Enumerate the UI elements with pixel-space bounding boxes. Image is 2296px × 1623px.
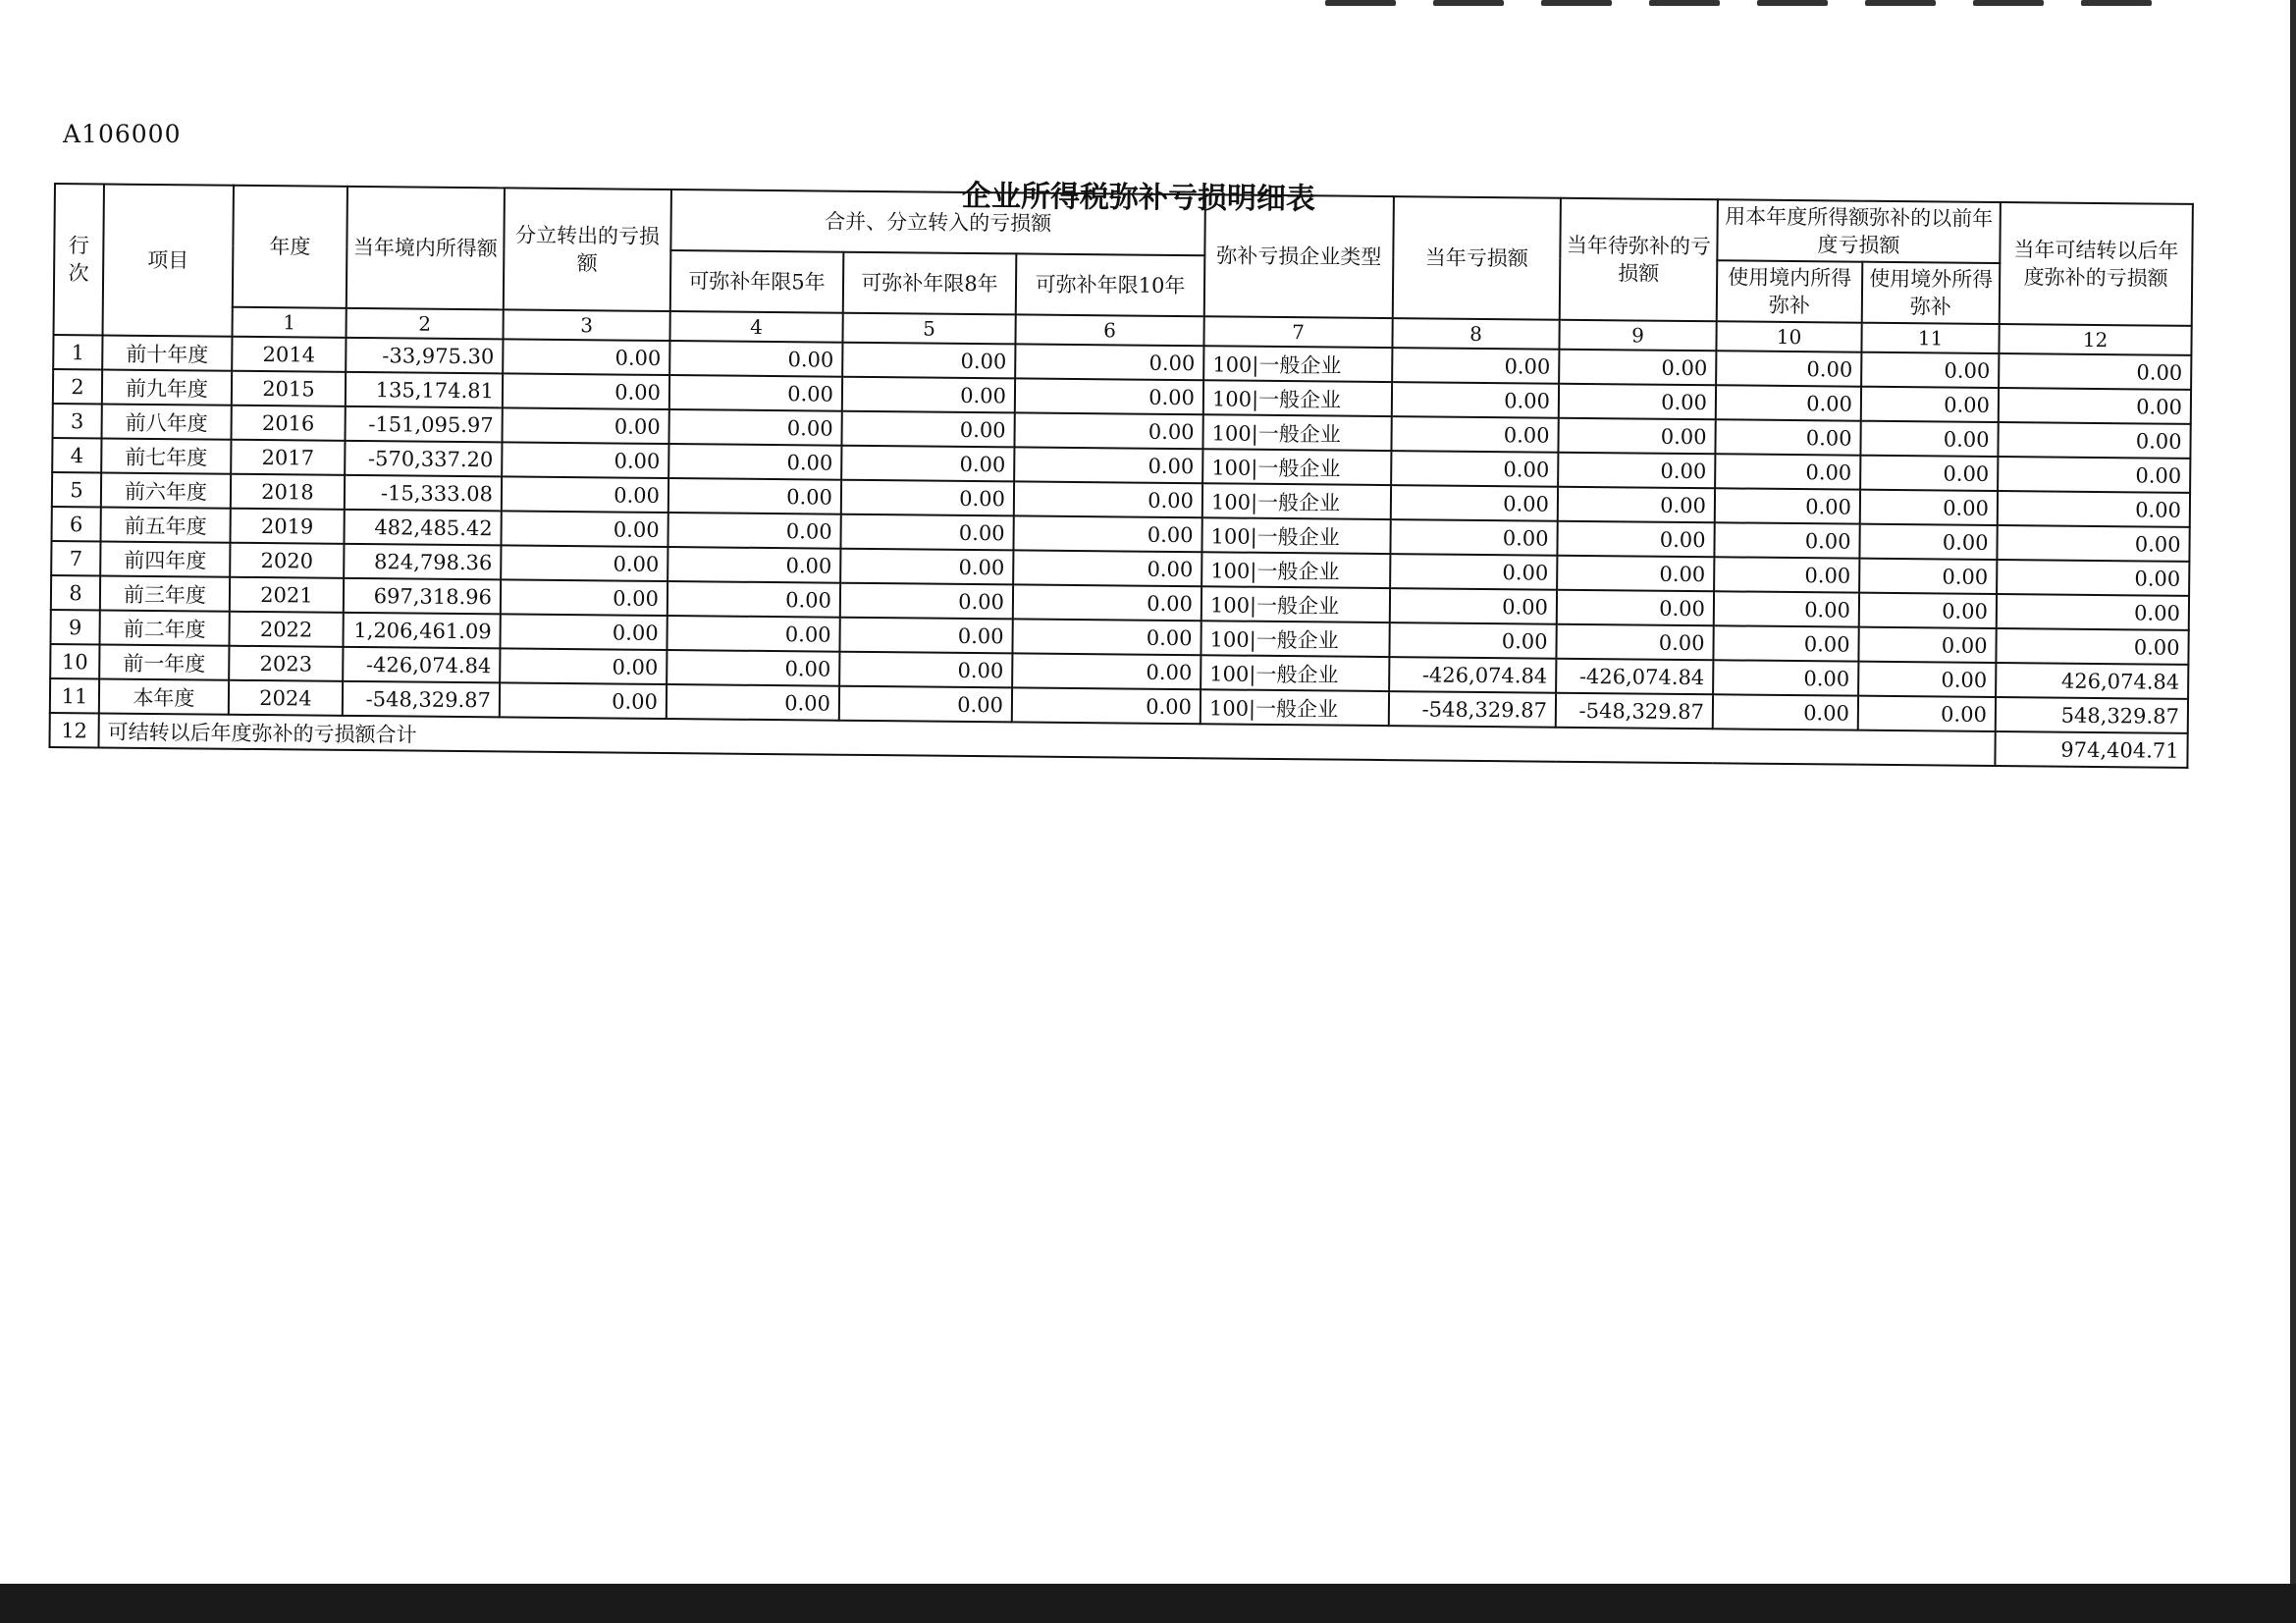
header-current-loss: 当年亏损额: [1393, 196, 1561, 320]
row-no: 8: [51, 575, 100, 610]
column-number: 7: [1203, 316, 1392, 348]
cell-enterprise-type: 100|一般企业: [1203, 380, 1392, 416]
column-number: 4: [669, 311, 842, 343]
loss-carryforward-table: [48, 183, 2193, 769]
row-year: 2015: [232, 371, 346, 406]
column-number: 6: [1015, 314, 1203, 346]
row-item: 前十年度: [102, 335, 232, 370]
cell-pending-loss: 0.00: [1557, 521, 1714, 558]
cell-split-out-loss: 0.00: [500, 648, 667, 684]
cell-split-out-loss: 0.00: [502, 476, 668, 513]
column-number: 3: [503, 309, 669, 341]
cell-carry-forward: 0.00: [1997, 594, 2189, 630]
row-item: 前八年度: [102, 404, 232, 439]
cell-used-foreign: 0.00: [1861, 387, 1999, 422]
row-year: 2018: [231, 474, 345, 510]
cell-limit-10: 0.00: [1012, 687, 1201, 724]
cell-split-out-loss: 0.00: [501, 579, 667, 616]
header-year: 年度: [233, 186, 347, 308]
cell-limit-5: 0.00: [669, 375, 842, 411]
cell-limit-10: 0.00: [1012, 619, 1201, 655]
cell-carry-forward: 0.00: [1999, 388, 2191, 424]
cell-domestic-income: 697,318.96: [344, 578, 501, 615]
row-no: 5: [52, 472, 101, 507]
cell-limit-5: 0.00: [668, 444, 841, 480]
cell-used-domestic: 0.00: [1716, 385, 1861, 420]
cell-domestic-income: -151,095.97: [345, 406, 502, 443]
row-item: 前六年度: [101, 472, 231, 508]
cell-enterprise-type: 100|一般企业: [1201, 621, 1389, 657]
header-item: 项目: [103, 184, 234, 336]
cell-used-foreign: 0.00: [1860, 456, 1998, 491]
cell-domestic-income: 824,798.36: [344, 544, 501, 580]
cell-current-loss: 0.00: [1390, 554, 1557, 590]
total-row-no: 12: [49, 713, 98, 747]
cell-used-foreign: 0.00: [1861, 352, 1999, 388]
cell-enterprise-type: 100|一般企业: [1202, 483, 1391, 519]
cell-limit-10: 0.00: [1015, 344, 1203, 380]
cell-domestic-income: -570,337.20: [345, 441, 502, 477]
header-carry-forward: 当年可结转以后年度弥补的亏损额: [2000, 202, 2193, 326]
cell-pending-loss: 0.00: [1558, 487, 1715, 523]
cell-pending-loss: 0.00: [1557, 590, 1714, 626]
column-number: 1: [233, 307, 347, 338]
cell-used-foreign: 0.00: [1858, 696, 1996, 731]
row-item: 前一年度: [99, 644, 229, 679]
cell-used-domestic: 0.00: [1714, 557, 1859, 592]
cell-used-domestic: 0.00: [1714, 522, 1859, 558]
cell-current-loss: 0.00: [1391, 451, 1558, 487]
cell-carry-forward: 0.00: [1998, 457, 2190, 493]
cell-domestic-income: -548,329.87: [343, 681, 500, 718]
row-item: 前二年度: [99, 610, 229, 645]
row-year: 2024: [229, 680, 343, 716]
cell-carry-forward: 426,074.84: [1996, 663, 2188, 699]
cell-pending-loss: 0.00: [1558, 418, 1715, 455]
cell-used-domestic: 0.00: [1714, 591, 1859, 626]
cell-limit-8: 0.00: [842, 343, 1015, 379]
cell-limit-8: 0.00: [839, 686, 1012, 723]
header-used-foreign: 使用境外所得弥补: [1862, 262, 2001, 324]
row-year: 2016: [231, 406, 345, 441]
cell-split-out-loss: 0.00: [502, 407, 668, 444]
cell-pending-loss: 0.00: [1558, 453, 1715, 489]
row-no: 3: [53, 404, 102, 438]
cell-limit-8: 0.00: [840, 583, 1013, 620]
cell-split-out-loss: 0.00: [501, 511, 667, 547]
total-row-label: 可结转以后年度弥补的亏损额合计: [98, 713, 1995, 766]
cell-enterprise-type: 100|一般企业: [1201, 586, 1390, 622]
header-limit-10: 可弥补年限10年: [1016, 253, 1205, 316]
scan-bottom-bar: [0, 1584, 2296, 1623]
row-no: 11: [50, 678, 99, 713]
loss-table-sheet: [48, 183, 2193, 769]
header-limit-8: 可弥补年限8年: [843, 252, 1017, 315]
cell-used-domestic: 0.00: [1715, 419, 1860, 455]
cell-carry-forward: 0.00: [1997, 560, 2189, 596]
cell-current-loss: -548,329.87: [1389, 691, 1556, 728]
cell-enterprise-type: 100|一般企业: [1201, 655, 1389, 691]
cell-limit-8: 0.00: [839, 652, 1012, 688]
header-row-no: 行次: [54, 184, 104, 335]
cell-limit-5: 0.00: [667, 547, 840, 583]
cell-enterprise-type: 100|一般企业: [1202, 414, 1391, 451]
row-no: 6: [51, 507, 100, 541]
cell-used-foreign: 0.00: [1859, 593, 1997, 628]
cell-current-loss: 0.00: [1391, 416, 1558, 453]
cell-domestic-income: -15,333.08: [345, 475, 502, 512]
row-year: 2014: [232, 337, 346, 372]
cell-limit-10: 0.00: [1014, 481, 1202, 517]
cell-current-loss: 0.00: [1391, 485, 1558, 521]
cell-limit-8: 0.00: [841, 411, 1014, 448]
cell-limit-8: 0.00: [842, 377, 1015, 413]
row-no: 4: [52, 438, 101, 472]
cell-used-foreign: 0.00: [1858, 662, 1996, 697]
header-split-out-loss: 分立转出的亏损额: [504, 188, 671, 311]
row-year: 2023: [229, 646, 343, 681]
cell-carry-forward: 0.00: [1998, 491, 2190, 527]
column-number: 9: [1559, 320, 1716, 352]
cell-split-out-loss: 0.00: [500, 682, 667, 719]
cell-used-domestic: 0.00: [1715, 454, 1860, 489]
cell-split-out-loss: 0.00: [503, 373, 669, 409]
cell-split-out-loss: 0.00: [503, 339, 669, 375]
cell-used-domestic: 0.00: [1713, 694, 1858, 730]
cell-pending-loss: -548,329.87: [1556, 693, 1713, 730]
row-item: 本年度: [99, 678, 229, 714]
cell-used-foreign: 0.00: [1859, 559, 1997, 594]
cell-carry-forward: 548,329.87: [1996, 697, 2188, 733]
row-no: 9: [50, 610, 99, 644]
cell-limit-8: 0.00: [840, 549, 1013, 585]
header-used-domestic: 使用境内所得弥补: [1717, 260, 1863, 322]
cell-limit-5: 0.00: [668, 478, 841, 514]
cell-carry-forward: 0.00: [1999, 353, 2191, 390]
row-year: 2020: [230, 543, 344, 578]
row-item: 前四年度: [100, 541, 230, 576]
cell-current-loss: 0.00: [1392, 348, 1559, 384]
cell-used-domestic: 0.00: [1713, 625, 1858, 661]
cell-enterprise-type: 100|一般企业: [1202, 449, 1391, 485]
header-used-group: 用本年度所得额弥补的以前年度亏损额: [1717, 199, 2001, 263]
cell-used-domestic: 0.00: [1713, 660, 1858, 695]
cell-current-loss: 0.00: [1390, 588, 1557, 624]
cell-used-foreign: 0.00: [1859, 524, 1997, 560]
cell-enterprise-type: 100|一般企业: [1203, 346, 1392, 382]
header-domestic-income: 当年境内所得额: [347, 187, 505, 310]
cell-domestic-income: 482,485.42: [344, 510, 501, 546]
row-year: 2022: [229, 612, 343, 647]
cell-current-loss: 0.00: [1392, 382, 1559, 418]
cell-limit-10: 0.00: [1013, 584, 1201, 621]
header-merge-in-group: 合并、分立转入的亏损额: [670, 189, 1205, 255]
cell-limit-8: 0.00: [840, 514, 1013, 551]
cell-limit-5: 0.00: [668, 409, 841, 446]
row-item: 前三年度: [100, 575, 230, 611]
cell-limit-8: 0.00: [841, 446, 1014, 482]
form-code: A106000: [63, 120, 182, 148]
cell-pending-loss: 0.00: [1557, 556, 1714, 592]
cell-enterprise-type: 100|一般企业: [1201, 552, 1390, 588]
cell-used-foreign: 0.00: [1860, 421, 1998, 457]
row-item: 前五年度: [100, 507, 230, 542]
total-row-value: 974,404.71: [1995, 731, 2187, 768]
cell-limit-5: 0.00: [667, 581, 840, 618]
row-year: 2021: [230, 577, 344, 613]
scan-top-marks: [1325, 0, 2189, 14]
row-no: 7: [51, 541, 100, 575]
cell-limit-5: 0.00: [667, 684, 839, 721]
column-number: 10: [1716, 321, 1861, 352]
cell-limit-10: 0.00: [1013, 515, 1201, 552]
cell-current-loss: 0.00: [1389, 622, 1556, 659]
cell-limit-10: 0.00: [1015, 378, 1203, 414]
header-row-1: [54, 184, 2192, 265]
cell-limit-5: 0.00: [669, 341, 842, 377]
cell-domestic-income: -33,975.30: [346, 338, 503, 374]
scan-right-edge: [2290, 0, 2296, 1623]
cell-limit-5: 0.00: [667, 513, 840, 549]
row-item: 前七年度: [101, 438, 231, 473]
column-number: 2: [346, 308, 503, 340]
row-no: 10: [50, 644, 99, 678]
header-limit-5: 可弥补年限5年: [670, 250, 844, 313]
cell-carry-forward: 0.00: [1996, 628, 2188, 665]
cell-limit-10: 0.00: [1012, 653, 1201, 689]
cell-pending-loss: 0.00: [1556, 624, 1713, 661]
cell-current-loss: 0.00: [1390, 519, 1557, 556]
cell-used-domestic: 0.00: [1716, 351, 1861, 386]
row-year: 2017: [231, 440, 345, 475]
cell-carry-forward: 0.00: [1998, 422, 2190, 459]
row-no: 2: [53, 369, 102, 404]
cell-enterprise-type: 100|一般企业: [1201, 517, 1390, 554]
cell-pending-loss: 0.00: [1559, 350, 1716, 386]
cell-limit-8: 0.00: [839, 618, 1012, 654]
column-number: 5: [842, 313, 1015, 345]
cell-carry-forward: 0.00: [1997, 525, 2189, 562]
cell-domestic-income: 135,174.81: [346, 372, 503, 408]
cell-used-foreign: 0.00: [1858, 627, 1996, 663]
row-year: 2019: [230, 509, 344, 544]
cell-enterprise-type: 100|一般企业: [1201, 689, 1389, 726]
row-no: 1: [53, 335, 102, 369]
header-enterprise-type: 弥补亏损企业类型: [1204, 194, 1394, 318]
header-pending-loss: 当年待弥补的亏损额: [1560, 198, 1718, 322]
cell-limit-10: 0.00: [1013, 550, 1201, 586]
cell-current-loss: -426,074.84: [1389, 657, 1556, 693]
cell-pending-loss: -426,074.84: [1556, 659, 1713, 695]
cell-split-out-loss: 0.00: [501, 545, 667, 581]
cell-limit-8: 0.00: [841, 480, 1014, 516]
column-number: 11: [1861, 323, 1999, 353]
cell-split-out-loss: 0.00: [500, 614, 667, 650]
cell-domestic-income: 1,206,461.09: [343, 613, 500, 649]
cell-limit-5: 0.00: [667, 616, 839, 652]
cell-domestic-income: -426,074.84: [343, 647, 500, 683]
cell-used-foreign: 0.00: [1860, 490, 1998, 525]
row-item: 前九年度: [102, 369, 232, 405]
cell-limit-10: 0.00: [1014, 412, 1202, 449]
column-number: 8: [1392, 318, 1559, 350]
cell-limit-5: 0.00: [667, 650, 839, 686]
cell-used-domestic: 0.00: [1715, 488, 1860, 523]
column-number: 12: [1999, 324, 2191, 355]
cell-limit-10: 0.00: [1014, 447, 1202, 483]
cell-pending-loss: 0.00: [1559, 384, 1716, 420]
cell-split-out-loss: 0.00: [502, 442, 668, 478]
form-title: 企业所得税弥补亏损明细表: [961, 179, 1316, 217]
